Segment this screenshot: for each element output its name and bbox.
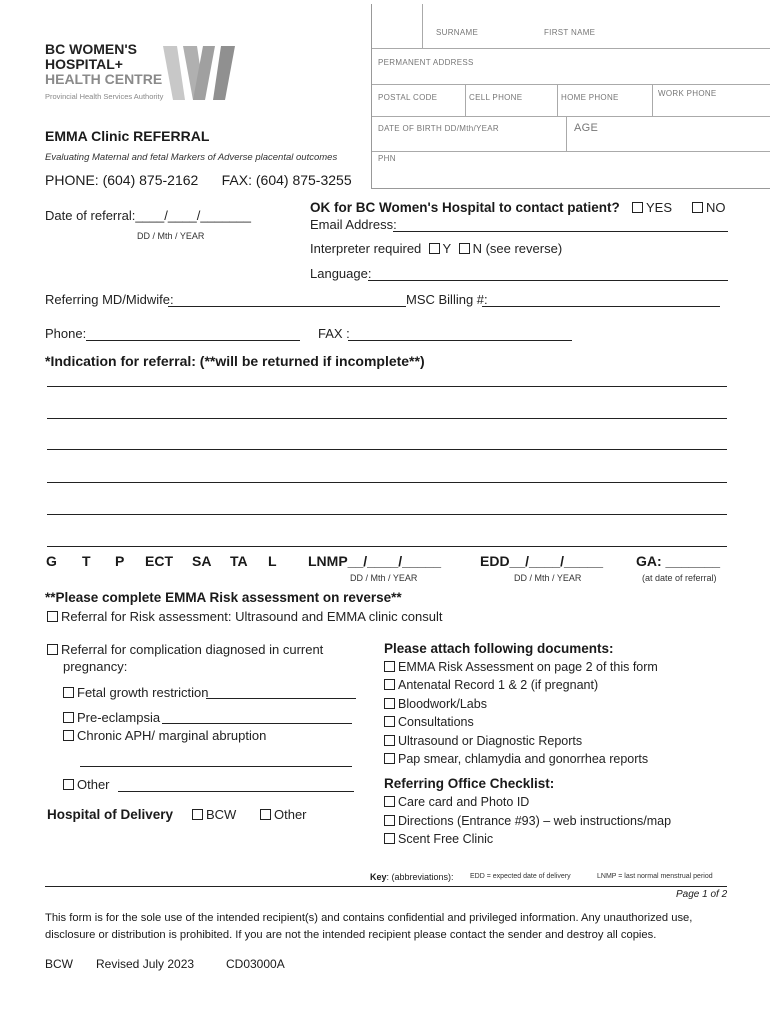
checklist-item[interactable]: [384, 795, 529, 809]
key-lnmp: LNMP = last normal menstrual period: [597, 873, 713, 880]
no-label: NO: [706, 200, 726, 215]
surname-label: SURNAME: [436, 28, 479, 37]
no-checkbox[interactable]: [692, 200, 726, 215]
risk-referral-checkbox[interactable]: [47, 609, 442, 624]
attach-item-label: Ultrasound or Diagnostic Reports: [398, 734, 583, 748]
checklist-item-label: Scent Free Clinic: [398, 832, 494, 846]
attach-item-label: Pap smear, chlamydia and gonorrhea reports: [398, 752, 649, 766]
footer-revised: Revised July 2023: [96, 957, 195, 971]
disclaimer-line-1: This form is for the sole use of the intended recipient(s) and contains confidential and privileged information. Any unauthorized use,: [45, 912, 693, 924]
address-label: PERMANENT ADDRESS: [378, 58, 474, 67]
indication-line-1[interactable]: [47, 386, 727, 387]
ok-contact-question: OK for BC Women's Hospital to contact patient?: [310, 200, 620, 215]
checklist-box[interactable]: [384, 815, 395, 826]
other-hospital-label: Other: [274, 807, 307, 822]
gtpal-l[interactable]: L: [268, 553, 277, 569]
indication-line-4[interactable]: [47, 482, 727, 483]
interpreter-row: [310, 241, 562, 256]
checklist-item-label: Directions (Entrance #93) – web instructions/map: [398, 814, 672, 828]
gtpal-g[interactable]: G: [46, 553, 57, 569]
clinic-contact: PHONE: (604) 875-2162 FAX: (604) 875-3255: [45, 172, 352, 188]
indication-line-3[interactable]: [47, 449, 727, 450]
email-field[interactable]: [393, 231, 728, 232]
attach-item-label: Consultations: [398, 715, 474, 729]
lnmp-field[interactable]: LNMP__/____/_____: [308, 553, 442, 569]
hospital-of-delivery-label: Hospital of Delivery: [47, 807, 174, 822]
no-box[interactable]: [692, 202, 703, 213]
footer-divider: [45, 886, 727, 887]
date-format-hint: DD / Mth / YEAR: [137, 231, 205, 241]
attach-item-label: EMMA Risk Assessment on page 2 of this form: [398, 660, 658, 674]
cell-phone-label: CELL PHONE: [469, 93, 523, 102]
attach-box[interactable]: [384, 716, 395, 727]
aph-field[interactable]: [80, 766, 352, 767]
language-field[interactable]: [368, 280, 728, 281]
risk-referral-box[interactable]: [47, 611, 58, 622]
attach-box[interactable]: [384, 735, 395, 746]
postal-code-label: POSTAL CODE: [378, 93, 438, 102]
form-title: EMMA Clinic REFERRAL: [45, 128, 210, 144]
attach-box[interactable]: [384, 698, 395, 709]
attach-item[interactable]: [384, 752, 648, 766]
pre-eclampsia-label: Pre-eclampsia: [77, 710, 161, 725]
attach-item-label: Bloodwork/Labs: [398, 697, 487, 711]
attach-item[interactable]: [384, 697, 487, 711]
yes-checkbox[interactable]: [632, 200, 672, 215]
referring-md-label: Referring MD/Midwife:: [45, 292, 174, 307]
bcw-box[interactable]: [192, 809, 203, 820]
risk-heading: **Please complete EMMA Risk assessment on reverse**: [45, 590, 402, 605]
bcw-checkbox[interactable]: [192, 807, 236, 822]
referring-md-field[interactable]: [168, 306, 406, 307]
risk-referral-label: Referral for Risk assessment: Ultrasound and EMMA clinic consult: [61, 609, 443, 624]
page-number: Page 1 of 2: [676, 889, 728, 900]
key-edd: EDD = expected date of delivery: [470, 873, 571, 880]
msc-billing-field[interactable]: [482, 306, 720, 307]
indication-line-6[interactable]: [47, 546, 727, 547]
logo-line3: HEALTH CENTRE: [45, 71, 163, 87]
other-hospital-checkbox[interactable]: [260, 807, 307, 822]
yes-label: YES: [646, 200, 673, 215]
attach-item[interactable]: [384, 660, 658, 674]
phn-label: PHN: [378, 154, 396, 163]
ga-field[interactable]: GA: _______: [636, 553, 721, 569]
pre-eclampsia-field[interactable]: [162, 723, 352, 724]
aph-box[interactable]: [63, 730, 74, 741]
interp-n-label: N (see reverse): [472, 241, 563, 256]
attach-item[interactable]: [384, 678, 598, 692]
checklist-heading: Referring Office Checklist:: [384, 776, 555, 791]
other-hospital-box[interactable]: [260, 809, 271, 820]
patient-id-box: [371, 4, 770, 189]
gtpal-p[interactable]: P: [115, 553, 125, 569]
complication-label-2: pregnancy:: [63, 659, 128, 674]
checklist-box[interactable]: [384, 796, 395, 807]
footer-org: BCW: [45, 957, 73, 971]
gtpal-ta[interactable]: TA: [230, 553, 248, 569]
other-complication-checkbox[interactable]: [63, 777, 110, 792]
first-name-label: FIRST NAME: [544, 28, 596, 37]
fgr-field[interactable]: [206, 698, 356, 699]
checklist-box[interactable]: [384, 833, 395, 844]
logo-line2: HOSPITAL+: [45, 56, 123, 72]
fax-field[interactable]: [348, 340, 572, 341]
other-complication-field[interactable]: [118, 791, 354, 792]
edd-field[interactable]: EDD__/____/_____: [480, 553, 603, 569]
indication-line-5[interactable]: [47, 514, 727, 515]
work-phone-label: WORK PHONE: [658, 89, 717, 98]
gtpal-sa[interactable]: SA: [192, 553, 212, 569]
age-label: AGE: [574, 122, 599, 134]
lnmp-format-hint: DD / Mth / YEAR: [350, 573, 418, 583]
attach-box[interactable]: [384, 661, 395, 672]
attach-item-label: Antenatal Record 1 & 2 (if pregnant): [398, 678, 599, 692]
key-label: Key: [370, 872, 387, 882]
complication-box[interactable]: [47, 644, 58, 655]
ga-note: (at date of referral): [642, 573, 717, 583]
key-legend: [370, 872, 454, 882]
msc-billing-label: MSC Billing #:: [406, 292, 488, 307]
footer-code: CD03000A: [226, 957, 285, 971]
gtpal-t[interactable]: T: [82, 553, 91, 569]
attach-item[interactable]: [384, 734, 582, 748]
fgr-checkbox[interactable]: [63, 685, 209, 700]
key-rest: : (abbreviations):: [386, 872, 454, 882]
edd-format-hint: DD / Mth / YEAR: [514, 573, 582, 583]
complication-checkbox[interactable]: [47, 642, 323, 657]
aph-checkbox[interactable]: [63, 728, 266, 743]
logo-line1: BC WOMEN'S: [45, 41, 137, 57]
form-subtitle: Evaluating Maternal and fetal Markers of Adverse placental outcomes: [45, 152, 338, 163]
home-phone-label: HOME PHONE: [561, 93, 619, 102]
pre-eclampsia-box[interactable]: [63, 712, 74, 723]
logo-authority: Provincial Health Services Authority: [45, 92, 164, 101]
interp-y-label: Y: [442, 241, 451, 256]
fgr-box[interactable]: [63, 687, 74, 698]
indication-line-2[interactable]: [47, 418, 727, 419]
interp-n-box[interactable]: [459, 243, 470, 254]
phone-field[interactable]: [86, 340, 300, 341]
interpreter-label: Interpreter required: [310, 241, 422, 256]
attach-box[interactable]: [384, 679, 395, 690]
date-of-referral[interactable]: Date of referral:____/____/_______: [45, 208, 251, 223]
yes-box[interactable]: [632, 202, 643, 213]
dob-label: DATE OF BIRTH DD/Mth/YEAR: [378, 124, 499, 133]
attach-heading: Please attach following documents:: [384, 641, 614, 656]
complication-label-1: Referral for complication diagnosed in current: [61, 642, 324, 657]
attach-box[interactable]: [384, 753, 395, 764]
language-label: Language:: [310, 266, 372, 281]
checklist-item-label: Care card and Photo ID: [398, 795, 530, 809]
checklist-item[interactable]: [384, 814, 671, 828]
email-label: Email Address:: [310, 217, 397, 232]
bcw-label: BCW: [206, 807, 237, 822]
fgr-label: Fetal growth restriction: [77, 685, 209, 700]
disclaimer-line-2: disclosure or distribution is prohibited. If you are not the intended recipient please contact the sender and destroy all copies.: [45, 929, 657, 941]
phone-label: Phone:: [45, 326, 87, 341]
interp-y-box[interactable]: [429, 243, 440, 254]
aph-label: Chronic APH/ marginal abruption: [77, 728, 267, 743]
other-complication-box[interactable]: [63, 779, 74, 790]
checklist-item[interactable]: [384, 832, 493, 846]
indication-heading: *Indication for referral: (**will be returned if incomplete**): [45, 353, 425, 369]
gtpal-ect[interactable]: ECT: [145, 553, 173, 569]
fax-label: FAX :: [318, 326, 350, 341]
other-complication-label: Other: [77, 777, 110, 792]
attach-item[interactable]: [384, 715, 474, 729]
logo-w-mark: [163, 44, 235, 102]
logo-text: [45, 42, 162, 87]
pre-eclampsia-checkbox[interactable]: [63, 710, 160, 725]
